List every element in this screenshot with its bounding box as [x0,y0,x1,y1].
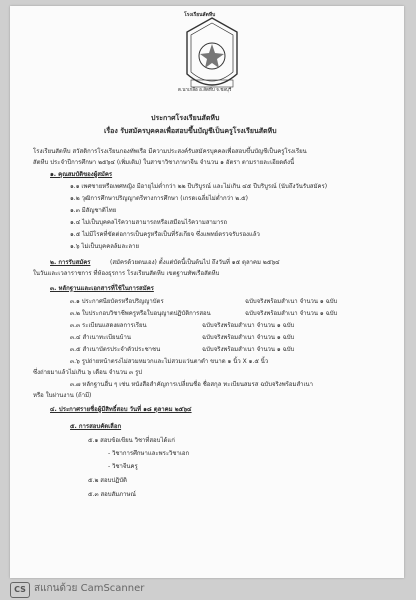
section3-item-detail: ฉบับจริงพร้อมสำเนา จำนวน ๑ ฉบับ [202,322,295,329]
section3-item-label: ๓.๔ สำเนาทะเบียนบ้าน [70,334,131,341]
section5-title: ๕. การสอบคัดเลือก [70,423,122,430]
section5-item: ๕.๒ สอบปฏิบัติ [88,477,127,484]
section3-item-7-cont: หรือ ใบผ่านงาน (ถ้ามี) [33,392,92,399]
section1-item: ๑.๒ วุฒิการศึกษาปริญญาตรีทางการศึกษา (เกรดเฉลี่ยไม่ต่ำกว่า ๒.๕) [70,195,248,202]
announcement-title: ประกาศโรงเรียนสัตหีบ [151,114,220,122]
section5-subitem: - วิชาจีนครู [108,463,138,470]
section1-item: ๑.๖ ไม่เป็นบุคคลล้มละลาย [70,243,139,250]
intro-line-1: โรงเรียนสัตหีบ สวัสดิการโรงเรียนกองทัพเรือ มีความประสงค์รับสมัครบุคคลเพื่อสอบขึ้นบัญชีเป็นครูโรงเรียน [33,148,307,155]
section1-item: ๑.๕ ไม่มีโรคที่ขัดต่อการเป็นครูหรือเป็นที่รังเกียจ ซึ่งแพทย์ตรวจรับรองแล้ว [70,231,260,238]
section3-item-label: ๓.๕ สำเนาบัตรประจำตัวประชาชน [70,346,161,353]
section3-item-detail: ฉบับจริงพร้อมสำเนา จำนวน ๑ ฉบับ [245,310,338,317]
section3-item-detail: ฉบับจริงพร้อมสำเนา จำนวน ๑ ฉบับ [202,346,295,353]
section2-title: ๒. การรับสมัคร [50,259,91,266]
section1-item: ๑.๑ เพศชายหรือเพศหญิง มีอายุไม่ต่ำกว่า ๒๒ ปีบริบูรณ์ และไม่เกิน ๔๕ ปีบริบูรณ์ (นับถึงวันรับสมัคร) [70,183,328,190]
section5-item: ๕.๓ สอบสัมภาษณ์ [88,491,136,498]
section3-item-7: ๓.๗ หลักฐานอื่น ๆ เช่น หนังสือสำคัญการเปลี่ยนชื่อ ชื่อสกุล ทะเบียนสมรส ฉบับจริงพร้อมสำเนา [70,381,313,388]
camscanner-logo-icon: CS [10,582,30,598]
intro-line-2: สัตหีบ ประจำปีการศึกษา ๒๕๖๔ (เพิ่มเติม) ในสาขาวิชาภาษาจีน จำนวน ๑ อัตรา ตามรายละเอียดดังนี้ [33,159,295,166]
section2-line2: ในวันและเวลาราชการ ที่ห้องธุรการ โรงเรียนสัตหีบ เขตฐานทัพเรือสัตหีบ [33,270,220,277]
section3-title: ๓. หลักฐานและเอกสารที่ใช้ในการสมัคร [50,285,154,292]
section3-item-label: ๓.๒ ใบประกอบวิชาชีพครูหรือใบอนุญาตปฏิบัติการสอน [70,310,211,317]
camscanner-text: สแกนด้วย CamScanner [34,583,145,594]
seal-top-text: โรงเรียนสัตหีบ [184,12,216,18]
section3-item-detail: ฉบับจริงพร้อมสำเนา จำนวน ๑ ฉบับ [202,334,295,341]
section3-item-detail: ฉบับจริงพร้อมสำเนา จำนวน ๑ ฉบับ [245,298,338,305]
announcement-subject: เรื่อง รับสมัครบุคคลเพื่อสอบขึ้นบัญชีเป็นครูโรงเรียนสัตหีบ [104,127,277,135]
section1-title: ๑. คุณสมบัติของผู้สมัคร [50,171,113,178]
section3-item-6-cont: ซึ่งถ่ายมาแล้วไม่เกิน ๖ เดือน จำนวน ๓ รูป [33,369,143,376]
section4-title: ๔. ประกาศรายชื่อผู้มีสิทธิ์สอบ วันที่ ๑๘ ตุลาคม ๒๕๖๔ [50,406,192,413]
section3-item-label: ๓.๓ ระเบียนแสดงผลการเรียน [70,322,147,329]
document-page [10,6,404,578]
section1-item: ๑.๔ ไม่เป็นบุคคลไร้ความสามารถหรือเสมือนไร้ความสามารถ [70,219,228,226]
section3-item-6: ๓.๖ รูปถ่ายหน้าตรงไม่สวมหมวกและไม่สวมแว่นตาดำ ขนาด ๑ นิ้ว X ๑.๕ นิ้ว [70,358,269,365]
section5-subitem: - วิชาการศึกษาและพระวิชาเอก [108,450,190,457]
seal-bottom-text: ต.นาเกลือ อ.สัตหีบ จ.ชลบุรี [178,88,232,93]
section2-text: (สมัครด้วยตนเอง) ตั้งแต่บัดนี้เป็นต้นไป ถึงวันที่ ๑๕ ตุลาคม ๒๕๖๔ [110,259,280,266]
section5-item: ๕.๑ สอบข้อเขียน วิชาที่สอบได้แก่ [88,437,175,444]
section3-item-label: ๓.๑ ประกาศนียบัตรหรือปริญญาบัตร [70,298,164,305]
section1-item: ๑.๓ มีสัญชาติไทย [70,207,117,214]
